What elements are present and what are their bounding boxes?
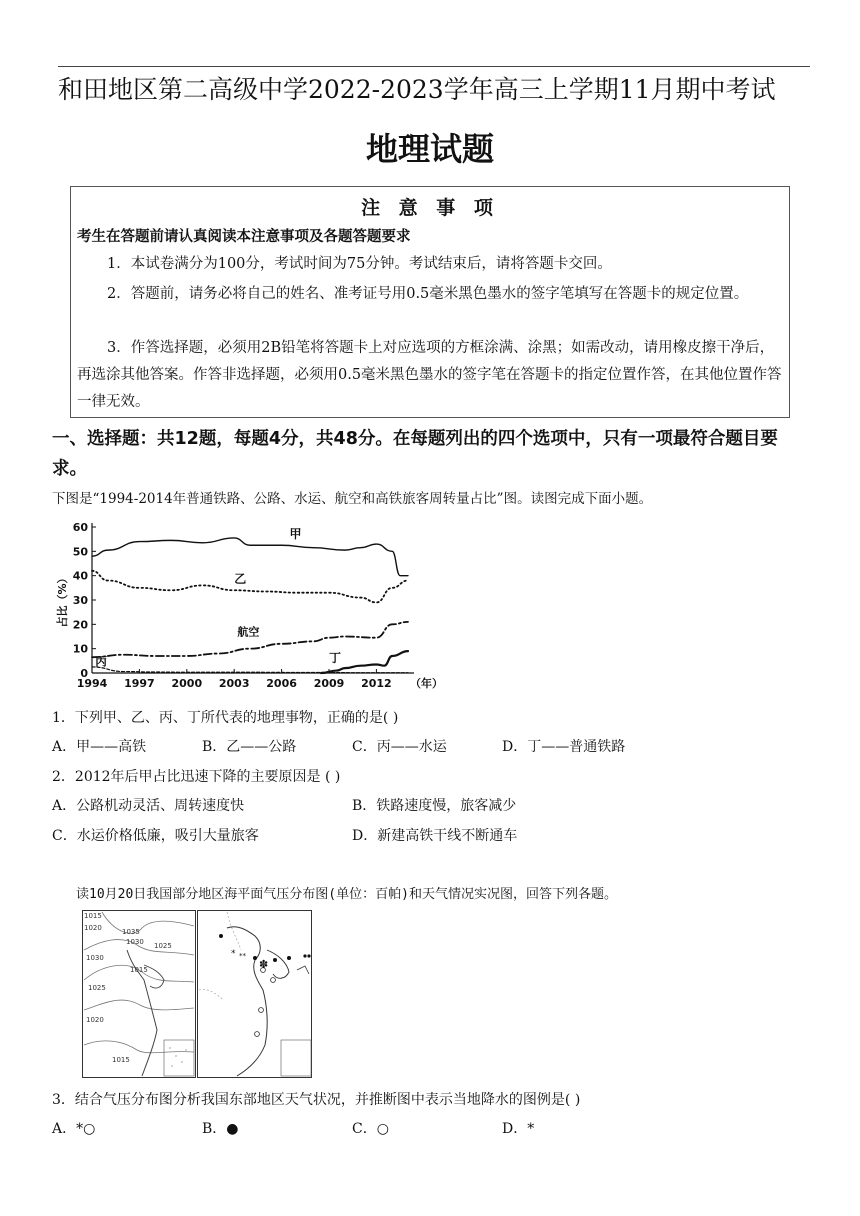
- q3-option-a: A．*○: [52, 1121, 96, 1137]
- notice-item: 2．答题前，请务必将自己的姓名、准考证号用0.5毫米黑色墨水的签字笔填写在答题卡的规定位置。: [107, 286, 749, 302]
- y-tick-label: 10: [72, 642, 88, 656]
- header-rule: [58, 66, 810, 67]
- x-tick-label: 2009: [313, 677, 345, 690]
- isobar-label: 1025: [88, 984, 106, 992]
- rain-dot-icon: [273, 958, 277, 962]
- q1-option-b: B．乙——公路: [202, 739, 297, 755]
- rain-dot-icon: [307, 954, 310, 957]
- y-tick-label: 40: [72, 569, 88, 583]
- y-tick-label: 0: [80, 667, 88, 680]
- q1-option-c: C．丙——水运: [352, 739, 447, 755]
- q3-option-b: B．●: [202, 1121, 239, 1137]
- x-tick-label: 2003: [218, 677, 250, 690]
- series-label-0: 甲: [289, 526, 302, 541]
- q3-option-d: D．*: [502, 1121, 535, 1137]
- isobar-label: 1025: [154, 942, 172, 950]
- x-tick-label: 1997: [124, 677, 155, 690]
- q1-option-a: A．甲——高铁: [52, 739, 147, 755]
- group1-intro: 下图是“1994-2014年普通铁路、公路、水运、航空和高铁旅客周转量占比”图。读图完成下面小题。: [52, 491, 653, 507]
- notice-box: [70, 186, 790, 418]
- section-heading: 一、选择题：共12题，每题4分，共48分。在每题列出的四个选项中，只有一项最符合题目要求。: [52, 429, 778, 479]
- series-line-0: [92, 538, 408, 576]
- q2-option-c: C．水运价格低廉，吸引大量旅客: [52, 828, 259, 844]
- q2-option-a: A．公路机动灵活、周转速度快: [52, 798, 245, 814]
- rain-dot-icon: [219, 934, 223, 938]
- x-tick-label: 2012: [361, 677, 392, 690]
- snow-asterisk-icon: *: [231, 949, 236, 959]
- y-tick-label: 20: [72, 618, 88, 632]
- rain-dot-icon: [253, 956, 257, 960]
- series-label-4: 丁: [329, 651, 342, 666]
- series-label-2: 航空: [237, 625, 260, 639]
- weather-map: [197, 910, 312, 1078]
- isobar-label: 1020: [86, 1016, 104, 1024]
- group2-intro: 读10月20日我国部分地区海平面气压分布图(单位：百帕)和天气情况实况图，回答下列各题。: [76, 887, 617, 902]
- q2-option-b: B．铁路速度慢，旅客减少: [352, 798, 517, 814]
- q3-stem: 3．结合气压分布图分析我国东部地区天气状况，并推断图中表示当地降水的图例是( ): [52, 1092, 581, 1108]
- isobar-label: 1015: [130, 966, 148, 974]
- subject-title: 地理试题: [365, 130, 494, 168]
- x-tick-label: 2000: [171, 677, 203, 690]
- notice-subheading: 考生在答题前请认真阅读本注意事项及各题答题要求: [77, 229, 411, 245]
- y-tick-label: 30: [72, 594, 88, 607]
- y-axis-label: 占比（%）: [56, 572, 69, 628]
- transport-share-chart: [52, 515, 443, 700]
- y-tick-label: 50: [72, 545, 88, 559]
- rain-dot-icon: [287, 956, 291, 960]
- q1-option-d: D．丁——普通铁路: [502, 739, 626, 755]
- snow-asterisk-icon: ✽: [259, 958, 269, 971]
- series-label-3: 丙: [95, 654, 108, 669]
- exam-title: 和田地区第二高级中学2022-2023学年高三上学期11月期中考试: [58, 75, 776, 104]
- x-tick-label: 1994: [76, 677, 108, 690]
- pressure-map: [82, 910, 196, 1078]
- isobar-label: 1030: [86, 954, 104, 962]
- notice-item: 3．作答选择题，必须用2B铅笔将答题卡上对应选项的方框涂满、涂黑；如需改动，请用橡皮擦干净后，再选涂其他答案。作答非选择题，必须用0.5毫米黑色墨水的签字笔在答题卡的指定位置作答，在其他位置作答一律无效。: [77, 340, 782, 410]
- isobar-label: 1015: [112, 1056, 130, 1064]
- isobar-label: 1020: [84, 924, 102, 932]
- isobar-label: 1030: [126, 938, 144, 946]
- q2-option-d: D．新建高铁干线不断通车: [352, 828, 518, 844]
- x-axis-label: （年）: [410, 677, 443, 690]
- isobar-label: 1015: [84, 912, 102, 920]
- notice-item: 1．本试卷满分为100分，考试时间为75分钟。考试结束后，请将答题卡交回。: [107, 256, 612, 272]
- isobar-label: 1035: [122, 928, 140, 936]
- rain-dot-icon: [303, 954, 306, 957]
- notice-heading: 注 意 事 项: [361, 197, 499, 219]
- y-tick-label: 60: [72, 521, 88, 534]
- series-line-1: [92, 571, 408, 603]
- q1-stem: 1．下列甲、乙、丙、丁所代表的地理事物，正确的是( ): [52, 710, 399, 726]
- x-tick-label: 2006: [266, 677, 297, 690]
- q2-stem: 2．2012年后甲占比迅速下降的主要原因是 ( ): [52, 769, 341, 785]
- series-label-1: 乙: [234, 571, 247, 586]
- snow-asterisk-icon: **: [239, 952, 246, 960]
- q3-option-c: C．○: [352, 1121, 389, 1137]
